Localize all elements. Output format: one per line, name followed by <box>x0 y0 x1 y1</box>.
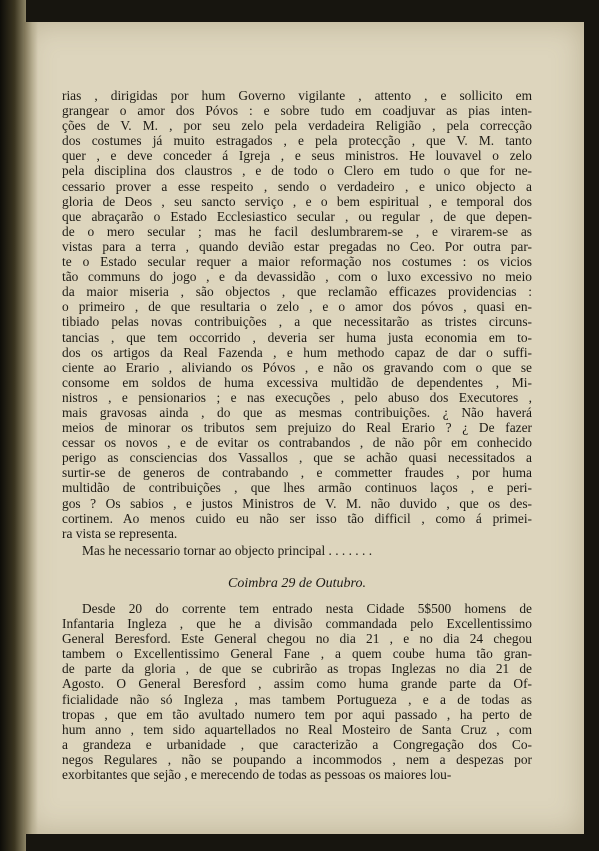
paragraph-2 <box>62 543 532 558</box>
page-gutter <box>24 22 38 834</box>
book-page <box>24 22 584 834</box>
text-line: rias , dirigidas por hum Governo vigilante , attento , e sollicito em <box>62 88 532 103</box>
text-line: que abraçarão o Estado Ecclesiastico secular , ou regular , de que depen- <box>62 208 532 224</box>
text-line: de parte da gloria , de que se cubrirão as tropas Inglezas no dia 21 de <box>62 661 532 677</box>
text-line: tibiado pelas novas contribuições , a que necessitarão as tristes circuns- <box>62 314 532 330</box>
text-line: negos Regulares , não se poupando a incommodos , nem a despezas por <box>62 751 532 767</box>
text-line: surtir-se de generos de contrabando , e commetter fraudes , por huma <box>62 465 532 481</box>
text-line: gloria de Deos , seu sancto serviço , e o bem espiritual , e temporal dos <box>62 193 532 209</box>
text-line: dos os artigos da Real Fazenda , e hum methodo capaz de dar o suffi- <box>62 344 532 360</box>
text-line: Desde 20 do corrente tem entrado nesta Cidade 5$500 homens de <box>82 601 532 616</box>
text-line: tão communs do jogo , e da devassidão , com o luxo excessivo no meio <box>62 269 532 285</box>
text-line: ra vista se representa. <box>62 525 178 541</box>
text-line: cortinem. Ao menos cuido eu não ser isso tão difficil , como á primei- <box>62 510 532 526</box>
text-line: cessario prover a esse respeito , sendo o verdadeiro , e unico objecto a <box>62 178 532 194</box>
paragraph-3 <box>62 601 532 782</box>
text-line: Agosto. O General Beresford , assim como huma grande parte da Of- <box>62 676 532 692</box>
text-line: Infantaria Ingleza , que he a divisão commandada pelo Excellentissimo <box>62 616 532 632</box>
scan-background <box>0 0 26 851</box>
text-line: da maior miseria , são objectos , que reclamão efficazes providencias : <box>62 284 532 300</box>
text-line: General Beresford. Este General chegou no dia 21 , e no dia 24 chegou <box>62 631 532 647</box>
text-line: consome em soldos de huma excessiva multidão de dependentes , Mi- <box>62 374 532 390</box>
text-line: tropas , que em tão avultado numero tem por aqui passado , ha perto de <box>62 706 532 722</box>
text-line: tambem o Excellentissimo General Fane , a quem coube huma tão gran- <box>62 646 532 662</box>
text-line: te o Estado secular requer a maior reformação nos costumes : os vicios <box>62 254 532 270</box>
text-line: mais gravosas ainda , do que as mesmas contribuições. ¿ Não haverá <box>62 404 532 420</box>
text-line: dos costumes já muito estragados , e pela protecção , que V. M. tanto <box>62 133 532 149</box>
text-line: grangear o amor dos Póvos : e sobre tudo em coadjuvar as pias inten- <box>62 103 532 119</box>
text-line: tancias , que tem occorrido , deveria ser huma justa economia em to- <box>62 329 532 345</box>
text-line: nistros , e pensionarios ; e nas execuções , pelo abuso dos Executores , <box>62 389 532 405</box>
text-line: exorbitantes que sejão , e merecendo de todas as pessoas os maiores lou- <box>62 767 452 783</box>
text-line: ções de V. M. , por seu zelo pela verdadeira Religião , pela correcção <box>62 118 532 134</box>
paragraph-1 <box>62 88 532 541</box>
text-line: quer , e deve conceder á Igreja , e seus ministros. He louvavel o zelo <box>62 148 532 164</box>
page-text <box>62 88 532 782</box>
dateline: Coimbra 29 de Outubro. <box>228 575 366 591</box>
text-line: perigo as consciencias dos Vassallos , que se achão quasi necessitados a <box>62 450 532 466</box>
text-line: a grandeza e urbanidade , que caracterizão a Congregação dos Co- <box>62 736 532 752</box>
text-line: multidão de contribuições , que lhes armão continuos laços , e peri- <box>62 480 532 496</box>
text-line: vistas para a terra , quando devião estar pregadas no Ceo. Por outra par- <box>62 238 532 254</box>
paragraph-2-text: Mas he necessario tornar ao objecto principal . . . . . . . <box>82 542 373 558</box>
text-line: pela disciplina dos claustros , e de todo o Clero em tudo o que for ne- <box>62 163 532 179</box>
text-line: meios de minorar os tributos sem prejuizo do Real Erario ? ¿ De fazer <box>62 420 532 436</box>
text-line: gos ? Os sabios , e justos Ministros de V. M. não duvido , que os des- <box>62 495 532 511</box>
text-line: cessar os novos , e de evitar os contrabandos , de não pôr em conhecido <box>62 435 532 451</box>
text-line: ciente ao Erario , aliviando os Póvos , e não os gravando com o que se <box>62 359 532 375</box>
text-line: hum anno , tem sido aquartellados no Real Mosteiro de Santa Cruz , com <box>62 721 532 737</box>
text-line: o primeiro , de que resultaria o zelo , e o amor dos póvos , quasi en- <box>62 299 532 315</box>
text-line: ficialidade não só Ingleza , mas tambem Portugueza , e a de todas as <box>62 691 532 707</box>
text-line: de o mero secular ; mas he facil deslumbrarem-se , e virarem-se as <box>62 223 532 239</box>
